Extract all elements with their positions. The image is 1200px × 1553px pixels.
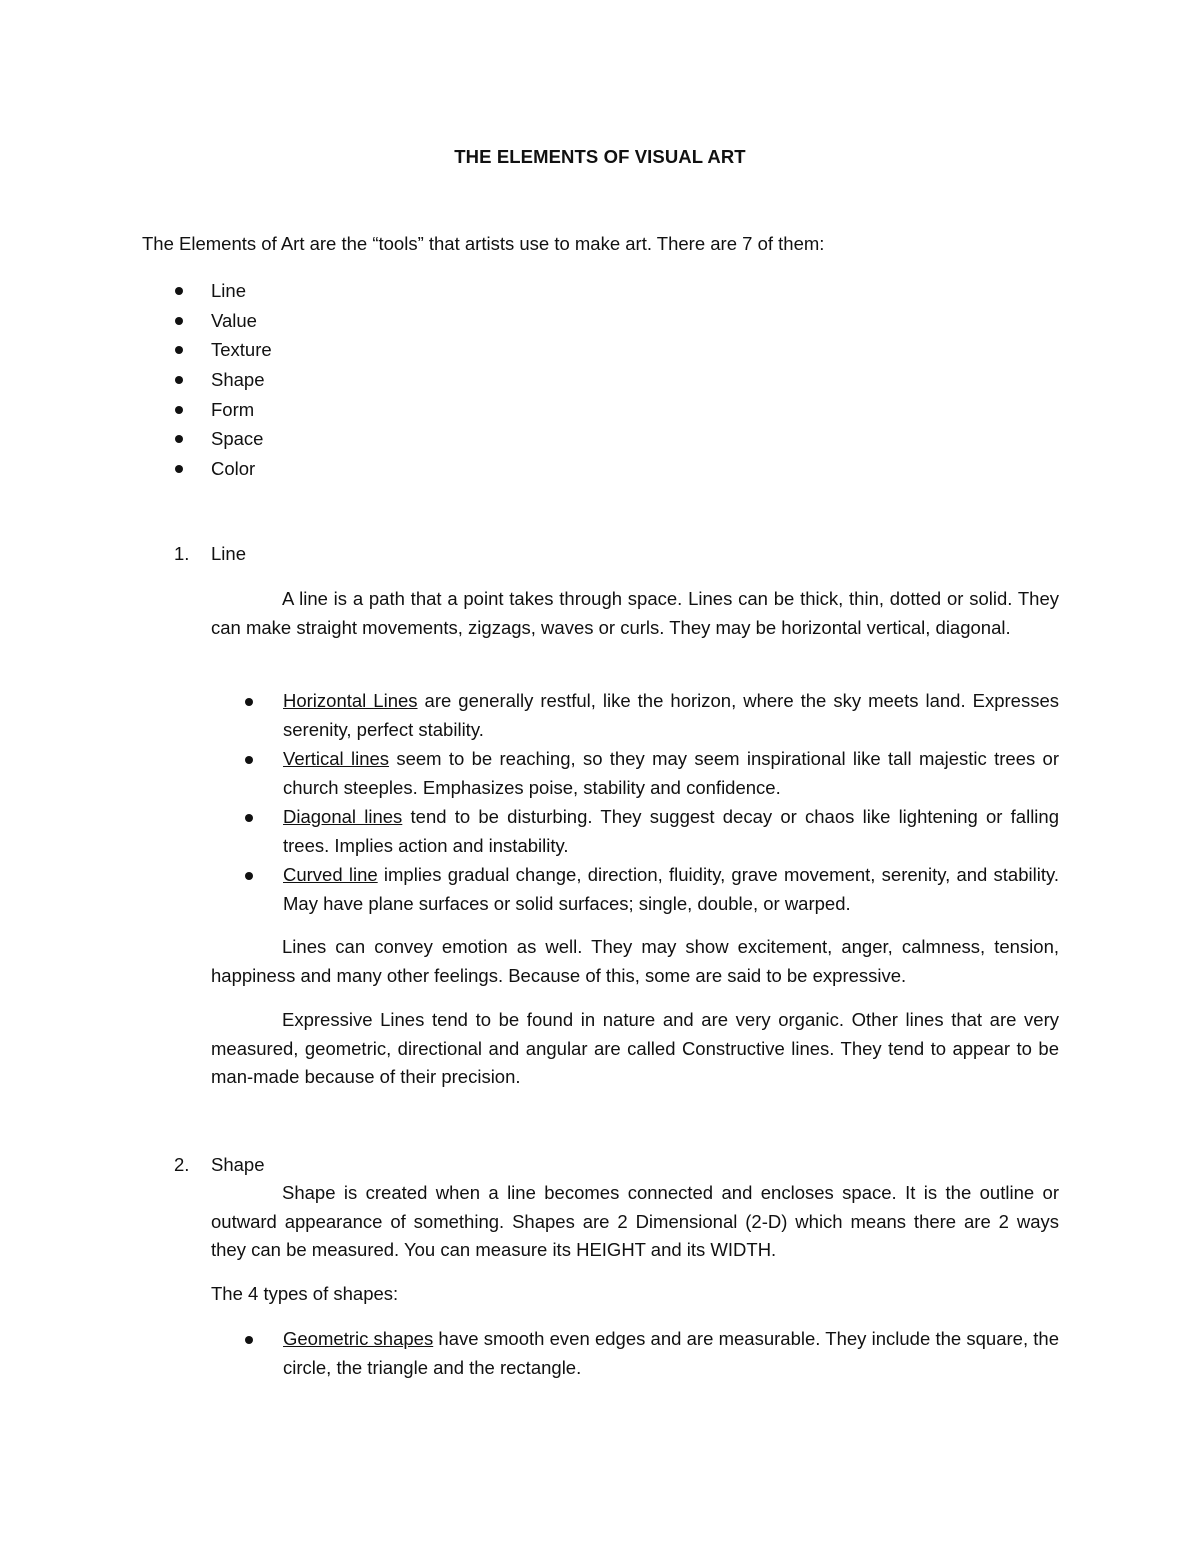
page-title: THE ELEMENTS OF VISUAL ART: [454, 146, 746, 167]
emotion-paragraph: Lines can convey emotion as well. They may show excitement, anger, calmness, tension, happiness and many other feelings. Because of this, some are said to be expressive.: [211, 936, 1059, 986]
line-types-list: [0, 687, 1200, 919]
bullet-icon: [245, 814, 253, 822]
bullet-icon: [175, 465, 183, 473]
list-item: Color: [0, 454, 1200, 484]
bullet-icon: [175, 406, 183, 414]
bullet-icon: [175, 317, 183, 325]
shape-types-list: [0, 1325, 1200, 1383]
bullet-icon: [175, 287, 183, 295]
list-item: Vertical lines seem to be reaching, so they may seem inspirational like tall majestic trees or church steeples. Emphasizes poise, stability and confidence.: [283, 745, 1059, 802]
section-number: 2.: [174, 1154, 190, 1175]
section-title: Shape: [211, 1154, 265, 1175]
list-item: Horizontal Lines are generally restful, like the horizon, where the sky meets land. Expresses serenity, perfect stability.: [283, 687, 1059, 744]
bullet-icon: [175, 376, 183, 384]
term: Horizontal Lines: [283, 690, 418, 711]
line-definition-paragraph: A line is a path that a point takes through space. Lines can be thick, thin, dotted or solid. They can make straight movements, zigzags, waves or curls. They may be horizontal vertical, diagonal.: [211, 588, 1059, 638]
shape-types-intro: The 4 types of shapes:: [211, 1283, 399, 1304]
section-title: Line: [211, 543, 246, 564]
elements-list: [0, 276, 1200, 484]
list-item: Geometric shapes have smooth even edges and are measurable. They include the square, the circle, the triangle and the rectangle.: [283, 1325, 1059, 1382]
term: Diagonal lines: [283, 806, 403, 827]
term: Curved line: [283, 864, 378, 885]
expressive-lines-paragraph: Expressive Lines tend to be found in nature and are very organic. Other lines that are very measured, geometric, directional and angular are called Constructive lines. They tend to appear to be man-made because of their precision.: [211, 1009, 1059, 1087]
term: Vertical lines: [283, 748, 390, 769]
bullet-icon: [245, 1336, 253, 1344]
list-item: Texture: [0, 335, 1200, 365]
intro-text: The Elements of Art are the “tools” that artists use to make art. There are 7 of them:: [142, 233, 825, 254]
section-number: 1.: [174, 543, 190, 564]
bullet-icon: [175, 435, 183, 443]
list-item: Diagonal lines tend to be disturbing. They suggest decay or chaos like lightening or falling trees. Implies action and instability.: [283, 803, 1059, 860]
term: Geometric shapes: [283, 1328, 434, 1349]
list-item: Form: [0, 395, 1200, 425]
list-item: Value: [0, 306, 1200, 336]
list-item: Shape: [0, 365, 1200, 395]
shape-definition-paragraph: Shape is created when a line becomes connected and encloses space. It is the outline or outward appearance of something. Shapes are 2 Dimensional (2-D) which means there are 2 ways they can be measured. You can measure its HEIGHT and its WIDTH.: [211, 1182, 1059, 1260]
list-item: Space: [0, 424, 1200, 454]
bullet-icon: [245, 756, 253, 764]
list-item: Line: [0, 276, 1200, 306]
list-item: Curved line implies gradual change, direction, fluidity, grave movement, serenity, and stability. May have plane surfaces or solid surfaces; single, double, or warped.: [283, 861, 1059, 918]
bullet-icon: [245, 872, 253, 880]
bullet-icon: [175, 346, 183, 354]
bullet-icon: [245, 698, 253, 706]
